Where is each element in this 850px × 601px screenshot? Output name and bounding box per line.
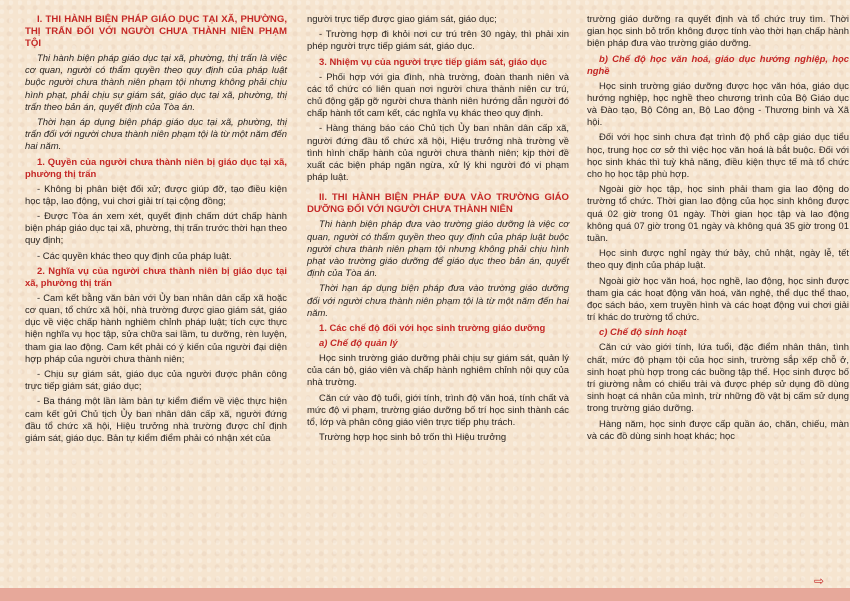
paragraph: Học sinh trường giáo dưỡng phải chịu sự giám sát, quản lý của cán bộ, giáo viên và chấp hành nghiêm chỉnh nội quy của nhà trường. [307, 353, 569, 389]
paragraph: Thời hạn áp dụng biện pháp đưa vào trường giáo dưỡng đối với người chưa thành niên phạm tội là từ một năm đến hai năm. [307, 283, 569, 319]
subsection-title: 1. Các chế độ đối với học sinh trường giáo dưỡng [319, 323, 546, 335]
column-middle [307, 14, 569, 447]
paragraph: - Cam kết bằng văn bản với Ủy ban nhân dân cấp xã hoặc cơ quan, tổ chức xã hội, nhà trường được giao giám sát, giáo dục về việc chấp hành nghiêm chỉnh pháp luật; tích cực thực hiện nghĩa vụ học tập, sửa chữa sai lầm, tu dưỡng, rèn luyện, tham gia lao động. Cam kết phải có ý kiến của người đại diện hợp pháp của người chưa thành niên; [25, 292, 287, 365]
paragraph: Thi hành biện pháp đưa vào trường giáo dưỡng là việc cơ quan, người có thẩm quyền theo quy định của pháp luật buộc người chưa thành niên phạm tội nhưng không phải chịu hình phạt vào trường giáo dưỡng để giáo dục theo bản án, quyết định của Tòa án. [307, 219, 569, 280]
paragraph: người trực tiếp được giao giám sát, giáo dục; [307, 14, 497, 25]
paragraph: Học sinh trường giáo dưỡng được học văn hóa, giáo dục hướng nghiệp, học nghề theo chương trình của Bộ Giáo dục và Đào tạo, Bộ Công an, Bộ Lao động - Thương binh và Xã hội. [587, 80, 849, 129]
column-right [587, 14, 849, 446]
subsubsection-title: a) Chế độ quản lý [319, 338, 398, 350]
subsection-title: 1. Quyền của người chưa thành niên bị giáo dục tại xã, phường thị trấn [25, 156, 287, 180]
subsubsection-title: c) Chế độ sinh hoạt [599, 327, 687, 339]
paragraph: - Các quyền khác theo quy định của pháp luật. [37, 250, 232, 262]
paragraph: trường giáo dưỡng ra quyết định và tổ chức truy tìm. Thời gian học sinh bỏ trốn không được tính vào thời hạn chấp hành biện pháp đưa vào trường giáo dưỡng. [587, 14, 849, 50]
subsection-title: 2. Nghĩa vụ của người chưa thành niên bị giáo dục tại xã, phường thị trấn [25, 265, 287, 289]
bottom-decorative-band [0, 588, 850, 601]
paragraph: Thi hành biện pháp giáo dục tại xã, phường, thị trấn là việc cơ quan, người có thẩm quyền theo quy định của pháp luật buộc người chưa thành niên phạm tội nhưng không phải chịu hình phạt, phải chịu sự giám sát, giáo dục tại xã, phường, thị trấn theo bản án, quyết định của Tòa án. [25, 53, 287, 113]
paragraph: - Không bị phân biệt đối xử; được giúp đỡ, tạo điều kiện học tập, lao động, vui chơi giải trí tại cộng đồng; [25, 183, 287, 207]
paragraph: Đối với học sinh chưa đạt trình độ phổ cập giáo dục tiểu học, trung học cơ sở thì việc học văn hoá là bắt buộc. Đối với học sinh khác thì tuỳ khả năng, điều kiện thực tế mà tổ chức cho họ học tập phù hợp. [587, 132, 849, 181]
paragraph: Ngoài giờ học văn hoá, học nghề, lao động, học sinh được tham gia các hoạt động văn hoá, văn nghệ, thể dục thể thao, đọc sách báo, xem truyền hình và các hoạt động vui chơi giải trí khác do trường tổ chức. [587, 275, 849, 324]
paragraph: - Được Tòa án xem xét, quyết định chấm dứt chấp hành biện pháp giáo dục tại xã, phường, thị trấn trước thời hạn theo quy định; [25, 211, 287, 247]
paragraph: - Chịu sự giám sát, giáo dục của người được phân công trực tiếp giám sát, giáo dục; [25, 369, 287, 393]
section-heading-1: I. THI HÀNH BIỆN PHÁP GIÁO DỤC TẠI XÃ, PHƯỜNG, THỊ TRẤN ĐỐI VỚI NGƯỜI CHƯA THÀNH NIÊN PHẠM TỘI [25, 14, 287, 49]
column-left [25, 14, 287, 448]
paragraph: Hàng năm, học sinh được cấp quần áo, chăn, chiếu, màn và các đồ dùng sinh hoạt khác; học [587, 418, 849, 442]
paragraph: Trường hợp học sinh bỏ trốn thì Hiệu trưởng [319, 432, 507, 444]
next-page-arrow-icon: ⇨ [813, 574, 824, 588]
paragraph: Ngoài giờ học tập, học sinh phải tham gia lao động do trường tổ chức. Thời gian lao động của học sinh không được quá 02 giờ trong 01 ngày. Thời gian học tập và lao động không quá 07 giờ trong 01 ngày và không quá 35 giờ trong 01 tuần. [587, 184, 849, 245]
subsection-title: 3. Nhiệm vụ của người trực tiếp giám sát, giáo dục [319, 56, 548, 68]
paragraph: Thời hạn áp dụng biện pháp giáo dục tại xã, phường, thị trấn đối với người chưa thành niên phạm tội là từ một năm đến hai năm. [25, 117, 287, 153]
paragraph: Học sinh được nghỉ ngày thứ bảy, chủ nhật, ngày lễ, tết theo quy định của pháp luật. [587, 248, 849, 272]
paragraph: - Trường hợp đi khỏi nơi cư trú trên 30 ngày, thì phải xin phép người trực tiếp giám sát, giáo dục. [307, 29, 569, 53]
paragraph: - Phối hợp với gia đình, nhà trường, đoàn thanh niên và các tổ chức có liên quan nơi người chưa thành niên cư trú, chủ động gặp gỡ người chưa thành niên hướng dẫn người đó chấp hành tốt cam kết, các nghĩa vụ khác theo quy định. [307, 71, 569, 120]
paragraph: Căn cứ vào giới tính, lứa tuổi, đặc điểm nhân thân, tình chất, mức độ phạm tội của học sinh, trường sắp xếp chỗ ở, sinh hoạt phù hợp trong các buồng tập thể. Học sinh được bố trí giường nằm có chiếu trải và được phép sử dụng đồ dùng sinh hoạt cá nhân của mình, trừ những đồ vật bị cấm sử dụng trong trường giáo dưỡng. [587, 342, 849, 415]
paragraph: - Hàng tháng báo cáo Chủ tịch Ủy ban nhân dân cấp xã, người đứng đầu tổ chức xã hội, Hiệu trưởng nhà trường về tình hình chấp hành của người chưa thành niên; kịp thời đề xuất các biện pháp ngăn ngừa, xử lý khi người đó vi phạm pháp luật. [307, 123, 569, 184]
section-heading-2: II. THI HÀNH BIỆN PHÁP ĐƯA VÀO TRƯỜNG GIÁO DƯỠNG ĐỐI VỚI NGƯỜI CHƯA THÀNH NIÊN [307, 192, 569, 216]
subsubsection-title: b) Chế độ học văn hoá, giáo dục hướng nghiệp, học nghề [587, 53, 849, 77]
paragraph: Căn cứ vào độ tuổi, giới tính, trình độ văn hoá, tính chất và mức độ vi phạm, trường giáo dưỡng bố trí học sinh thành các tổ, lớp và phân công giáo viên trực tiếp phụ trách. [307, 392, 569, 429]
paragraph: - Ba tháng một lần làm bản tự kiểm điểm về việc thực hiện cam kết gửi Chủ tịch Ủy ban nhân dân cấp xã, người đứng đầu tổ chức xã hội, Hiệu trưởng nhà trường được chỉ định giám sát, giáo dục. Bản tự kiểm điểm phải có nhận xét của [25, 396, 287, 445]
